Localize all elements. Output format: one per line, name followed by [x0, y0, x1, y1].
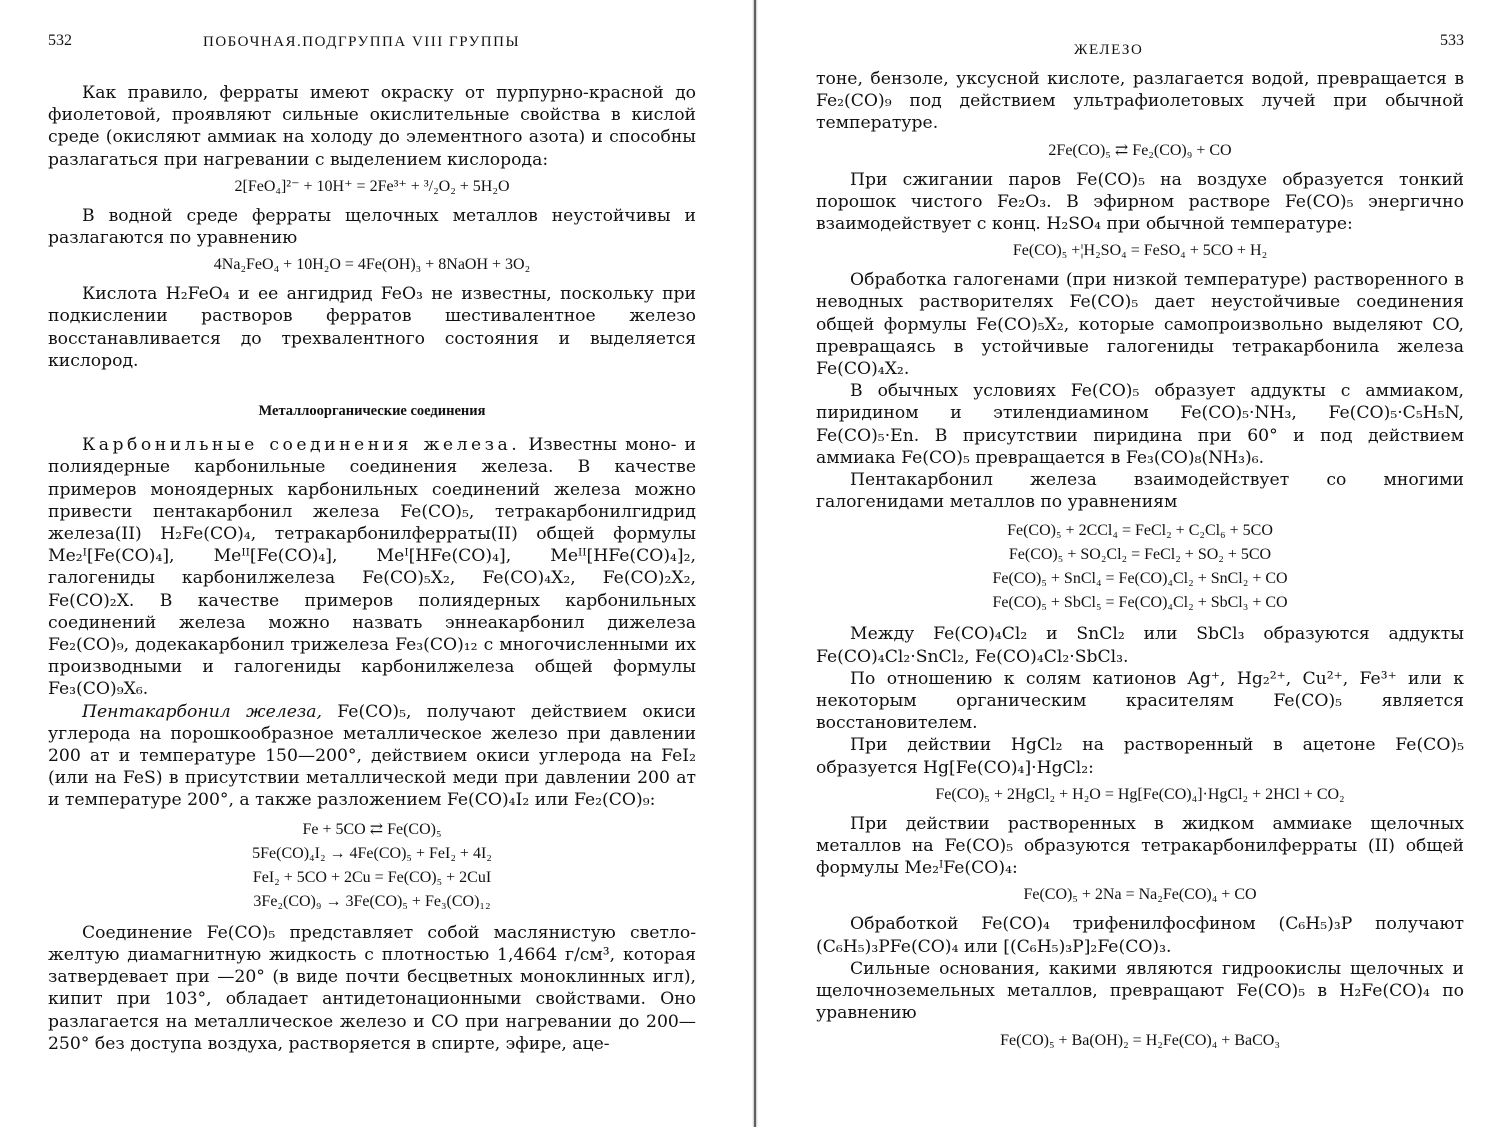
- left-page: [0, 0, 740, 1127]
- running-head-right: ЖЕЛЕЗО: [1074, 42, 1144, 58]
- paragraph: Как правило, ферраты имеют окраску от пурпурно-красной до фиолетовой, проявляют сильные окислительные свойства в кислой среде (окисляют аммиак на холоду до элементного азота) и способны разлагаться при нагревании с выделением кислорода:: [48, 83, 696, 170]
- equation: Fe(CO)₅ + SnCl₄ = Fe(CO)₄Cl₂ + SnCl₂ + CO: [992, 570, 1288, 588]
- equation: 4Na₂FeO₄ + 10H₂O = 4Fe(OH)₃ + 8NaOH + 3O₂: [213, 256, 531, 274]
- paragraph: При сжигании паров Fe(CO)₅ на воздухе образуется тонкий порошок чистого Fe₂O₃. В эфирном растворе Fe(CO)₅ энергично взаимодействует с конц. H₂SO₄ при обычной температуре:: [816, 169, 1464, 235]
- paragraph: В водной среде ферраты щелочных металлов неустойчивы и разлагаются по уравнению: [48, 205, 696, 249]
- paragraph: При действии растворенных в жидком аммиаке щелочных металлов на Fe(CO)₅ образуются тетракарбонилферраты (II) общей формулы Me₂ᴵFe(CO)₄:: [816, 813, 1464, 879]
- paragraph: Пентакарбонил железа взаимодействует со многими галогенидами металлов по уравнениям: [816, 470, 1464, 513]
- right-page: [770, 0, 1504, 1127]
- paragraph: Обработка галогенами (при низкой температуре) растворенного в неводных растворителях Fe(CO)₅ дает неустойчивые соединения общей формулы Fe(CO)₅X₂, которые самопроизвольно выделяют CO, превращаясь в устойчивые галогениды тетракарбонила железа Fe(CO)₄X₂.: [816, 270, 1464, 380]
- book-gutter: [740, 0, 770, 1127]
- equation: 2[FeO₄]²⁻ + 10H⁺ = 2Fe³⁺ + ³/₂O₂ + 5H₂O: [234, 177, 510, 195]
- right-page-body: [816, 68, 1464, 1053]
- equation: 3Fe₂(CO)₉ → 3Fe(CO)₅ + Fe₃(CO)₁₂: [253, 892, 491, 910]
- paragraph-lead-italic: Пентакарбонил железа,: [82, 701, 322, 722]
- equation: Fe(CO)₅ + 2CCl₄ = FeCl₂ + C₂Cl₆ + 5CO: [1007, 522, 1273, 540]
- paragraph: При действии HgCl₂ на растворенный в ацетоне Fe(CO)₅ образуется Hg[Fe(CO)₄]·HgCl₂:: [816, 735, 1464, 778]
- left-page-header: [48, 32, 696, 60]
- right-page-header: [816, 32, 1464, 60]
- equation: Fe(CO)₅ + SO₂Cl₂ = FeCl₂ + SO₂ + 5CO: [1008, 546, 1272, 564]
- paragraph-lead-spaced: Карбонильные соединения железа.: [82, 435, 521, 456]
- paragraph: Обработкой Fe(CO)₄ трифенилфосфином (C₆H₅)₃P получают (C₆H₅)₃PFe(CO)₄ или [(C₆H₅)₃P]₂Fe(CO)₃.: [816, 914, 1464, 957]
- section-title: Металлоорганические соединения: [258, 403, 486, 420]
- paragraph-text: Известны моно- и полиядерные карбонильные соединения железа. В качестве примеров моноядерных карбонильных соединений железа можно привести пентакарбонил железа Fe(CO)₅, тетракарбонилгидрид железа(II) H₂Fe(CO)₄, тетракарбонилферраты(II) общей формулы Me₂ᴵ[Fe(CO)₄], Meᴵᴵ[Fe(CO)₄], Meᴵ[HFe(CO)₄], Meᴵᴵ[HFe(CO)₄]₂, галогениды карбонилжелеза Fe(CO)₅X₂, Fe(CO)₄X₂, Fe(CO)₂X₂, Fe(CO)₂X. В качестве примеров полиядерных карбонильных соединений железа можно назвать эннеакарбонил дижелеза Fe₂(CO)₉, додекакарбонил трижелеза Fe₃(CO)₁₂ с многочисленными их производными и галогениды карбонилжелеза общей формулы Fe₃(CO)₉X₆.: [48, 435, 697, 700]
- equation: Fe + 5CO ⇄ Fe(CO)₅: [302, 820, 442, 838]
- equation: FeI₂ + 5CO + 2Cu = Fe(CO)₅ + 2CuI: [252, 868, 492, 886]
- equation: 5Fe(CO)₄I₂ → 4Fe(CO)₅ + FeI₂ + 4I₂: [252, 844, 492, 862]
- equation-block: [48, 818, 696, 914]
- paragraph: Между Fe(CO)₄Cl₂ и SnCl₂ или SbCl₃ образуются аддукты Fe(CO)₄Cl₂·SnCl₂, Fe(CO)₄Cl₂·SbCl₃.: [816, 624, 1464, 667]
- equation: Fe(CO)₅ + 2HgCl₂ + H₂O = Hg[Fe(CO)₄]·HgCl₂ + 2HCl + CO₂: [935, 785, 1345, 803]
- equation: Fe(CO)₅ + 2Na = Na₂Fe(CO)₄ + CO: [1023, 886, 1257, 904]
- paragraph: По отношению к солям катионов Ag⁺, Hg₂²⁺, Cu²⁺, Fe³⁺ или к некоторым органическим красителям Fe(CO)₅ является восстановителем.: [816, 668, 1464, 734]
- page-number-left: 532: [48, 32, 72, 49]
- paragraph: [48, 434, 696, 700]
- page-number-right: 533: [1440, 32, 1464, 49]
- paragraph: В обычных условиях Fe(CO)₅ образует аддукты с аммиаком, пиридином и этилендиамином Fe(CO)₅·NH₃, Fe(CO)₅·C₅H₅N, Fe(CO)₅·En. В присутствии пиридина при 60° и под действием аммиака Fe(CO)₅ превращается в Fe₃(CO)₈(NH₃)₆.: [816, 381, 1464, 468]
- running-head-left: ПОБОЧНАЯ.ПОДГРУППА VIII ГРУППЫ: [203, 34, 521, 50]
- paragraph: Кислота H₂FeO₄ и ее ангидрид FeO₃ не известны, поскольку при подкислении растворов ферратов шестивалентное железо восстанавливается до трехвалентного состояния и выделяется кислород.: [48, 284, 696, 371]
- equation: Fe(CO)₅ +¦H₂SO₄ = FeSO₄ + 5CO + H₂: [1012, 242, 1268, 260]
- equation: Fe(CO)₅ + Ba(OH)₂ = H₂Fe(CO)₄ + BaCO₃: [1000, 1031, 1280, 1049]
- paragraph: [48, 701, 696, 812]
- left-page-body: [48, 82, 696, 1055]
- paragraph: Соединение Fe(CO)₅ представляет собой маслянистую светло-желтую диамагнитную жидкость с плотностью 1,4664 г/см³, которая затвердевает при —20° (в виде почти бесцветных моноклинных игл), кипит при 103°, обладает антидетонационными свойствами. Оно разлагается на металлическое железо и CO при нагревании до 200—250° без доступа воздуха, растворяется в спирте, эфире, аце-: [48, 922, 696, 1054]
- equation: Fe(CO)₅ + SbCl₅ = Fe(CO)₄Cl₂ + SbCl₃ + CO: [992, 594, 1288, 612]
- paragraph-text: Fe(CO)₅, получают действием окиси углерода на порошкообразное металлическое железо при давлении 200 ат и температуре 150—200°, действием окиси углерода на FeI₂ (или на FeS) в присутствии металлической меди при давлении 200 ат и температуре 200°, а также разложением Fe(CO)₄I₂ или Fe₂(CO)₉:: [48, 701, 696, 811]
- equation: 2Fe(CO)₅ ⇄ Fe₂(CO)₉ + CO: [1048, 141, 1232, 159]
- paragraph: тоне, бензоле, уксусной кислоте, разлагается водой, превращается в Fe₂(CO)₉ под действием ультрафиолетовых лучей при обычной температуре.: [816, 69, 1464, 134]
- equation-block: [816, 519, 1464, 615]
- paragraph: Сильные основания, какими являются гидроокислы щелочных и щелочноземельных металлов, превращают Fe(CO)₅ в H₂Fe(CO)₄ по уравнению: [816, 958, 1464, 1024]
